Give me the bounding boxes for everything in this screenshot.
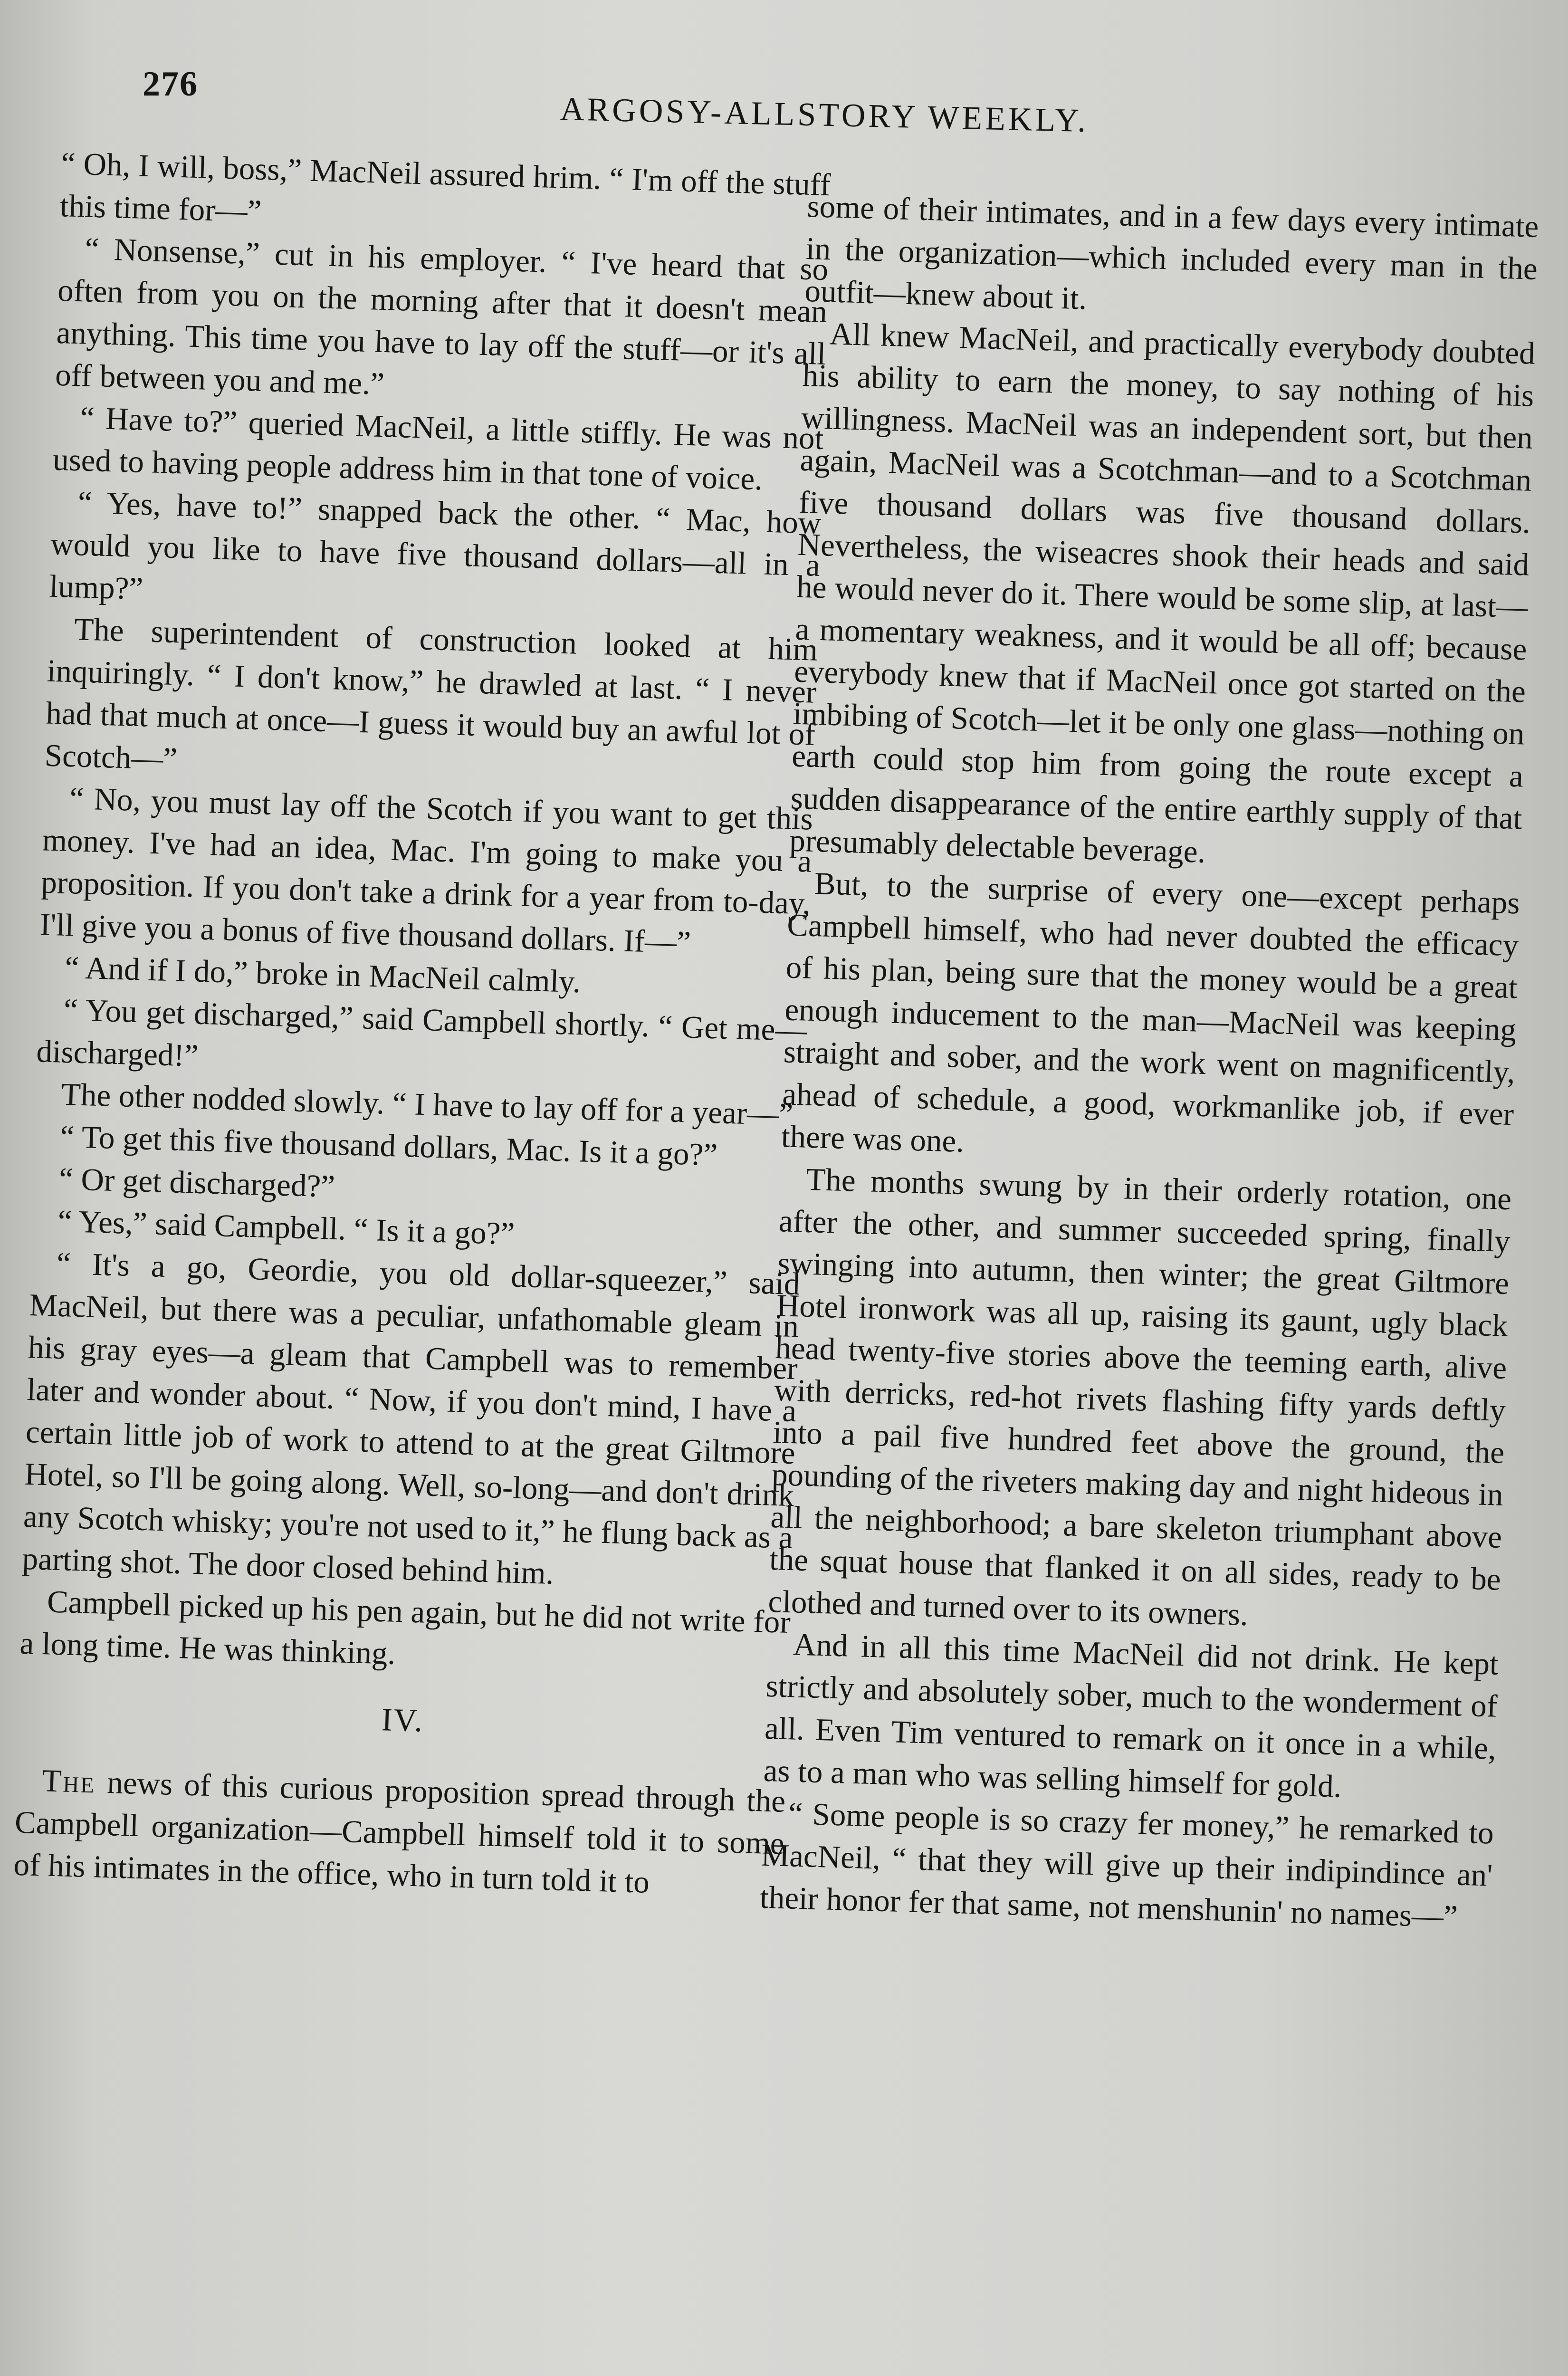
paragraph: “ It's a go, Geordie, you old dollar-squeezer,” said MacNeil, but there was a peculiar, unfathomable gleam in his gray eyes—a gleam that Campbell was to remember later and wonder about. “ Now, if you don't mind, I have a certain little job of work to attend to at the great Giltmore Hotel, so I'll be going along. Well, so-long—and don't drink any Scotch whisky; you're not used to it,” he flung back as a parting shot. The door closed behind him.: [21, 1245, 801, 1591]
paragraph: The superintendent of construction looked at him inquiringly. “ I don't know,” he drawled at last. “ I never had that much at once—I guess it would buy an awful lot of Scotch—”: [44, 612, 818, 777]
paragraph: “ Have to?” queried MacNeil, a little stiffly. He was not used to having people address him in that tone of voice.: [52, 400, 824, 497]
paragraph: “ Yes, have to!” snapped back the other. “ Mac, how would you like to have five thousand dollars—all in a lump?”: [48, 485, 822, 607]
paragraph: “ Oh, I will, boss,” MacNeil assured hrim. “ I'm off the stuff this time for—”: [59, 145, 832, 229]
paragraph: But, to the surprise of every one—except perhaps Campbell himself, who had never doubted the efficacy of his plan, being sure that the money would be a great enough inducement to the man—MacNeil was keeping straight and sober, and the work went on magnificently, ahead of schedule, a good, workmanlike job, if ever there was one.: [781, 865, 1520, 1159]
right-column: [759, 185, 1539, 1939]
running-head: ARGOSY-ALLSTORY WEEKLY.: [560, 90, 1090, 140]
paragraph: “ Yes,” said Campbell. “ Is it a go?”: [57, 1203, 516, 1252]
paragraph: “ And if I do,” broke in MacNeil calmly.: [64, 949, 582, 1000]
left-column: [13, 143, 832, 1907]
paragraph: some of their intimates, and in a few days every intimate in the organization—which included every man in the outfit—knew about it.: [804, 188, 1539, 316]
paragraph: “ To get this five thousand dollars, Mac. Is it a go?”: [59, 1119, 718, 1173]
lead-text: news of this curious proposition spread through the Campbell organization—Campbell himself told it to some of his intimates in the office, who in turn told it to: [13, 1764, 786, 1900]
paragraph: All knew MacNeil, and practically everybody doubted his ability to earn the money, to say nothing of his willingness. MacNeil was an independent sort, but then again, MacNeil was a Scotchman—and to a Scotchman five thousand dollars was five thousand dollars. Nevertheless, the wiseacres shook their heads and said he would never do it. There would be some slip, at last—a momentary weakness, and it would be all off; because everybody knew that if MacNeil once got started on the imbibing of Scotch—let it be only one glass—nothing on earth could stop him from going the route except a sudden disappearance of the entire earthly supply of that presumably delectable beverage.: [789, 316, 1536, 870]
paragraph: The other nodded slowly. “ I have to lay off for a year—”: [61, 1076, 794, 1132]
paragraph: “ Or get discharged?”: [58, 1161, 335, 1204]
page-number: 276: [143, 65, 198, 104]
lead-word: The: [41, 1763, 96, 1800]
section-heading: IV.: [381, 1701, 425, 1739]
paragraph: “ Nonsense,” cut in his employer. “ I've heard that so often from you on the morning after that it doesn't mean anything. This time you have to lay off the stuff—or it's all off between you and me.”: [55, 231, 829, 402]
paragraph: “ No, you must lay off the Scotch if you want to get this money. I've had an idea, Mac. I'm going to make you a proposition. If you don't take a drink for a year from to-day, I'll give you a bonus of five thousand dollars. If—”: [39, 781, 813, 960]
paragraph: “ Some people is so crazy fer money,” he remarked to MacNeil, “ that they will give up their indipindince an' their honor fer that same, not menshunin' no names—”: [759, 1796, 1494, 1935]
paragraph: And in all this time MacNeil did not drink. He kept strictly and absolutely sober, much to the wonderment of all. Even Tim ventured to remark on it once in a while, as to a man who was selling himself for gold.: [763, 1627, 1499, 1804]
paragraph: Campbell picked up his pen again, but he did not write for a long time. He was thinking.: [19, 1584, 791, 1671]
paragraph: “ You get discharged,” said Campbell shortly. “ Get me—discharged!”: [36, 992, 808, 1073]
paragraph: The months swung by in their orderly rotation, one after the other, and summer succeeded spring, finally swinging into autumn, then winter; the great Giltmore Hotel ironwork was all up, raising its gaunt, ugly black head twenty-five stories above the teeming earth, alive with derricks, red-hot rivets flashing fifty yards deftly into a pail five hundred feet above the ground, the pounding of the riveters making day and night hideous in all the neighborhood; a bare skeleton triumphant above the squat house that flanked it on all sides, ready to be clothed and turned over to its owners.: [767, 1161, 1512, 1633]
section-lead-paragraph: [13, 1759, 786, 1907]
